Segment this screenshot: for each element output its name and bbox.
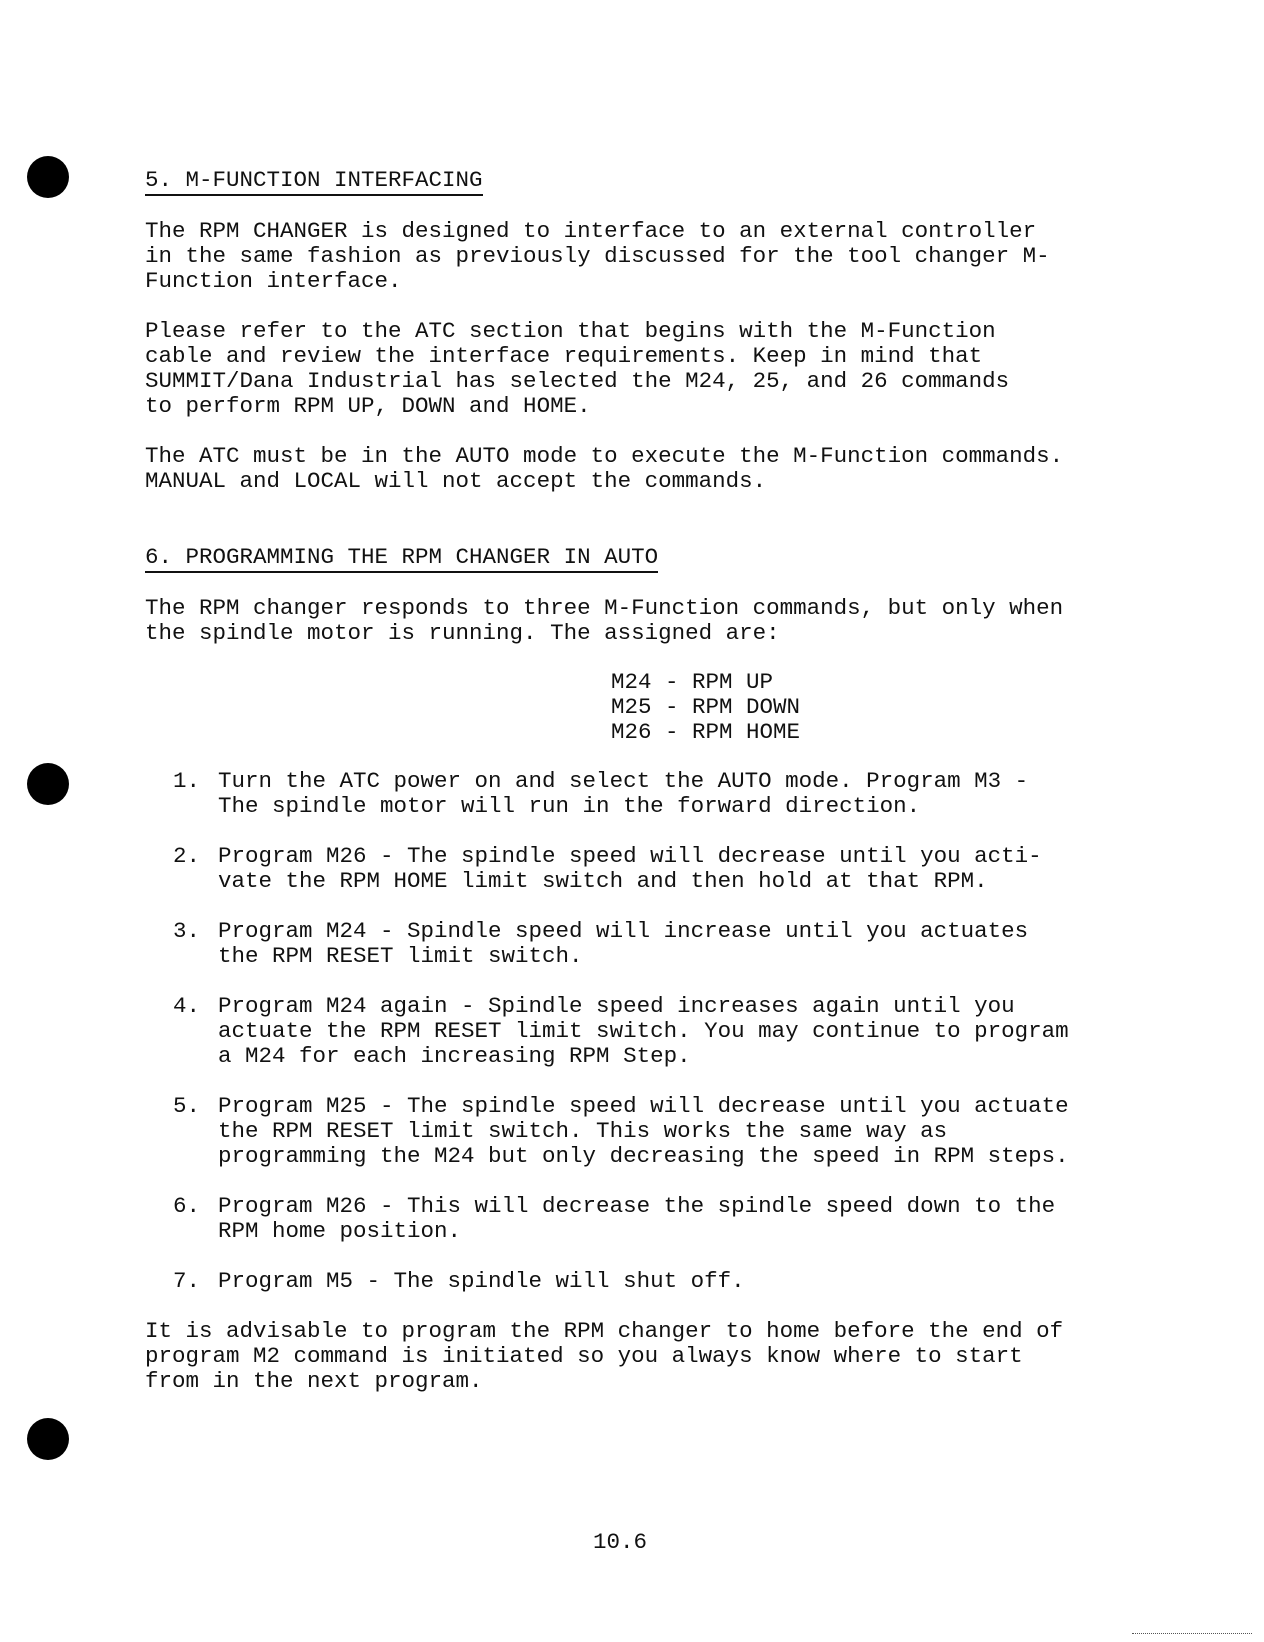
binder-hole [27, 156, 69, 198]
page-number: 10.6 [593, 1529, 648, 1555]
step-number: 6. [173, 1193, 201, 1219]
step-number: 4. [173, 993, 201, 1019]
step-item [145, 994, 1195, 1069]
m-code-item: M25 - RPM DOWN [611, 694, 801, 720]
step-number: 5. [173, 1093, 201, 1119]
step-item [145, 1269, 1195, 1294]
step-number: 3. [173, 918, 201, 944]
step-text: Program M5 - The spindle will shut off. [218, 1268, 745, 1294]
step-item [145, 1094, 1195, 1169]
step-item [145, 1194, 1195, 1244]
binder-hole [27, 1418, 69, 1460]
section-5-paragraph-2: Please refer to the ATC section that begins with the M-Function cable and review the interface requirements. Keep in mind that SUMMIT/Dana Industrial has selected the M24, 25, and 26 commands to perform RPM UP, DOWN and HOME. [145, 318, 1010, 419]
m-code-item: M26 - RPM HOME [611, 719, 801, 745]
step-number: 7. [173, 1268, 201, 1294]
procedure-steps [145, 769, 1195, 1294]
step-item [145, 769, 1195, 819]
section-5-paragraph-3: The ATC must be in the AUTO mode to execute the M-Function commands. MANUAL and LOCAL will not accept the commands. [145, 443, 1064, 494]
section-5-paragraph-1: The RPM CHANGER is designed to interface to an external controller in the same fashion as previously discussed for the tool changer M- Function interface. [145, 218, 1050, 294]
step-text: Program M26 - This will decrease the spindle speed down to the RPM home position. [218, 1193, 1056, 1244]
section-6-heading: 6. PROGRAMMING THE RPM CHANGER IN AUTO [145, 545, 658, 573]
m-code-list [611, 670, 1195, 745]
section-5-heading: 5. M-FUNCTION INTERFACING [145, 168, 483, 196]
step-text: Turn the ATC power on and select the AUTO mode. Program M3 - The spindle motor will run in the forward direction. [218, 768, 1029, 819]
m-code-item: M24 - RPM UP [611, 669, 774, 695]
binder-hole [27, 763, 69, 805]
step-text: Program M26 - The spindle speed will decrease until you acti- vate the RPM HOME limit switch and then hold at that RPM. [218, 843, 1042, 894]
section-6-intro: The RPM changer responds to three M-Function commands, but only when the spindle motor is running. The assigned are: [145, 595, 1064, 646]
step-text: Program M25 - The spindle speed will decrease until you actuate the RPM RESET limit switch. This works the same way as programming the M24 but only decreasing the speed in RPM steps. [218, 1093, 1069, 1169]
step-text: Program M24 again - Spindle speed increases again until you actuate the RPM RESET limit switch. You may continue to program a M24 for each increasing RPM Step. [218, 993, 1069, 1069]
footer-rule [1132, 1633, 1252, 1634]
step-item [145, 844, 1195, 894]
step-text: Program M24 - Spindle speed will increase until you actuates the RPM RESET limit switch. [218, 918, 1029, 969]
step-number: 2. [173, 843, 201, 869]
document-body [145, 168, 1195, 1419]
step-number: 1. [173, 768, 201, 794]
step-item [145, 919, 1195, 969]
closing-paragraph: It is advisable to program the RPM changer to home before the end of program M2 command is initiated so you always know where to start from in the next program. [145, 1318, 1064, 1394]
